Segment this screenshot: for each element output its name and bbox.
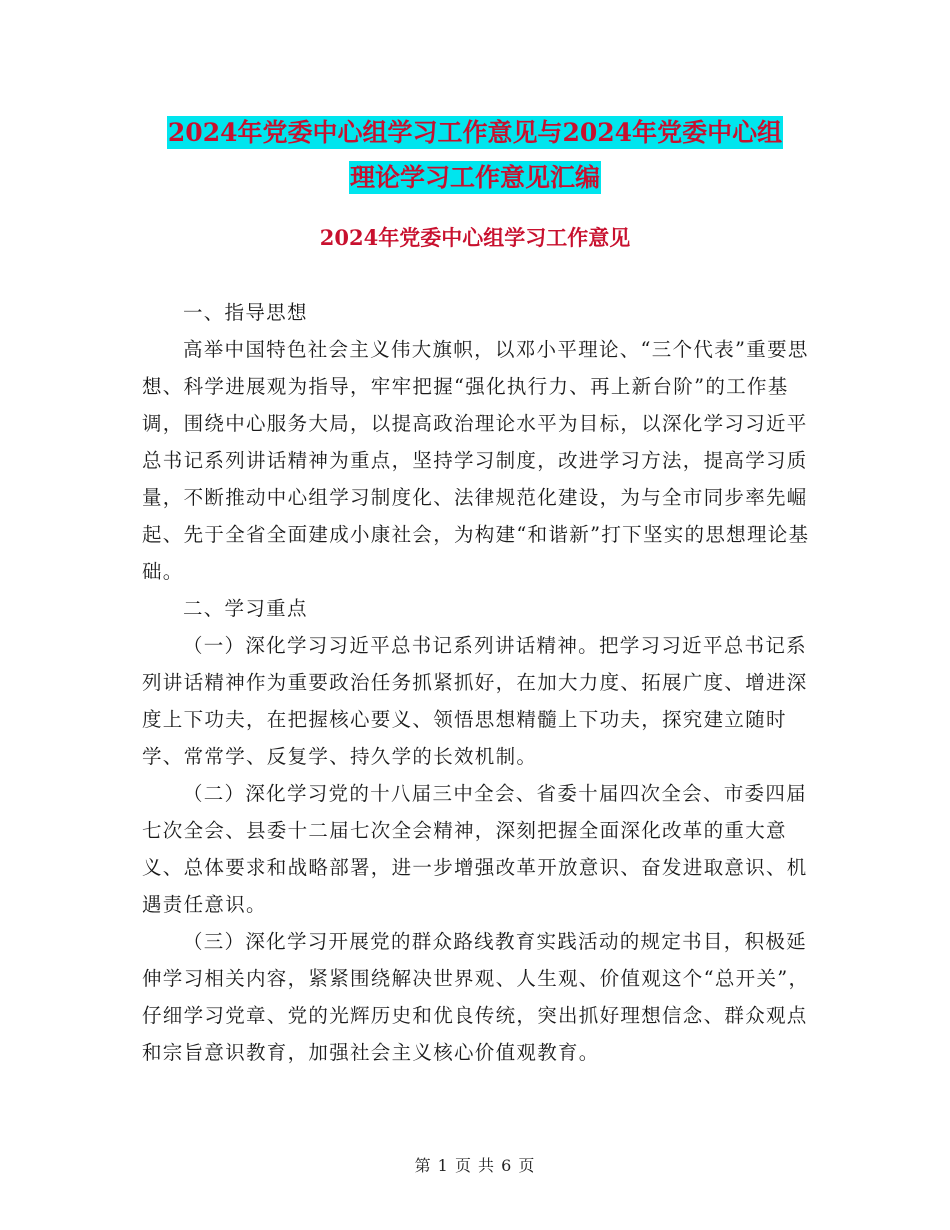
title-highlight-1: 2024年党委中心组学习工作意见与2024年党委中心组 [167, 118, 783, 147]
page-number-footer: 第 1 页 共 6 页 [414, 1156, 536, 1175]
paragraph-focus-1: （一）深化学习习近平总书记系列讲话精神。把学习习近平总书记系列讲话精神作为重要政治任务抓紧抓好，在加大力度、拓展广度、增进深度上下功夫，在把握核心要义、领悟思想精髓上下功夫，探究建立随时学、常常学、反复学、持久学的长效机制。 [142, 634, 808, 768]
section-subtitle: 2024年党委中心组学习工作意见 [319, 225, 631, 250]
heading-study-focus: 二、学习重点 [182, 597, 308, 620]
heading-guiding-thought: 一、指导思想 [182, 301, 308, 324]
title-highlight-2: 理论学习工作意见汇编 [349, 163, 600, 192]
paragraph-focus-2: （二）深化学习党的十八届三中全会、省委十届四次全会、市委四届七次全会、县委十二届七次全会精神，深刻把握全面深化改革的重大意义、总体要求和战略部署，进一步增强改革开放意识、奋发进取意识、机遇责任意识。 [142, 782, 808, 916]
paragraph-focus-3: （三）深化学习开展党的群众路线教育实践活动的规定书目，积极延伸学习相关内容，紧紧围绕解决世界观、人生观、价值观这个“总开关”，仔细学习党章、党的光辉历史和优良传统，突出抓好理想信念、群众观点和宗旨意识教育，加强社会主义核心价值观教育。 [142, 930, 810, 1064]
document-body [142, 294, 810, 1071]
document-title-line-2 [0, 153, 950, 203]
paragraph-guiding-thought: 高举中国特色社会主义伟大旗帜，以邓小平理论、“三个代表”重要思想、科学进展观为指导，牢牢把握“强化执行力、再上新台阶”的工作基调，围绕中心服务大局，以提高政治理论水平为目标，以深化学习习近平总书记系列讲话精神为重点，坚持学习制度，改进学习方法，提高学习质量，不断推动中心组学习制度化、法律规范化建设，为与全市同步率先崛起、先于全省全面建成小康社会，为构建“和谐新”打下坚实的思想理论基础。 [142, 338, 810, 583]
document-title-line-1 [0, 108, 950, 158]
